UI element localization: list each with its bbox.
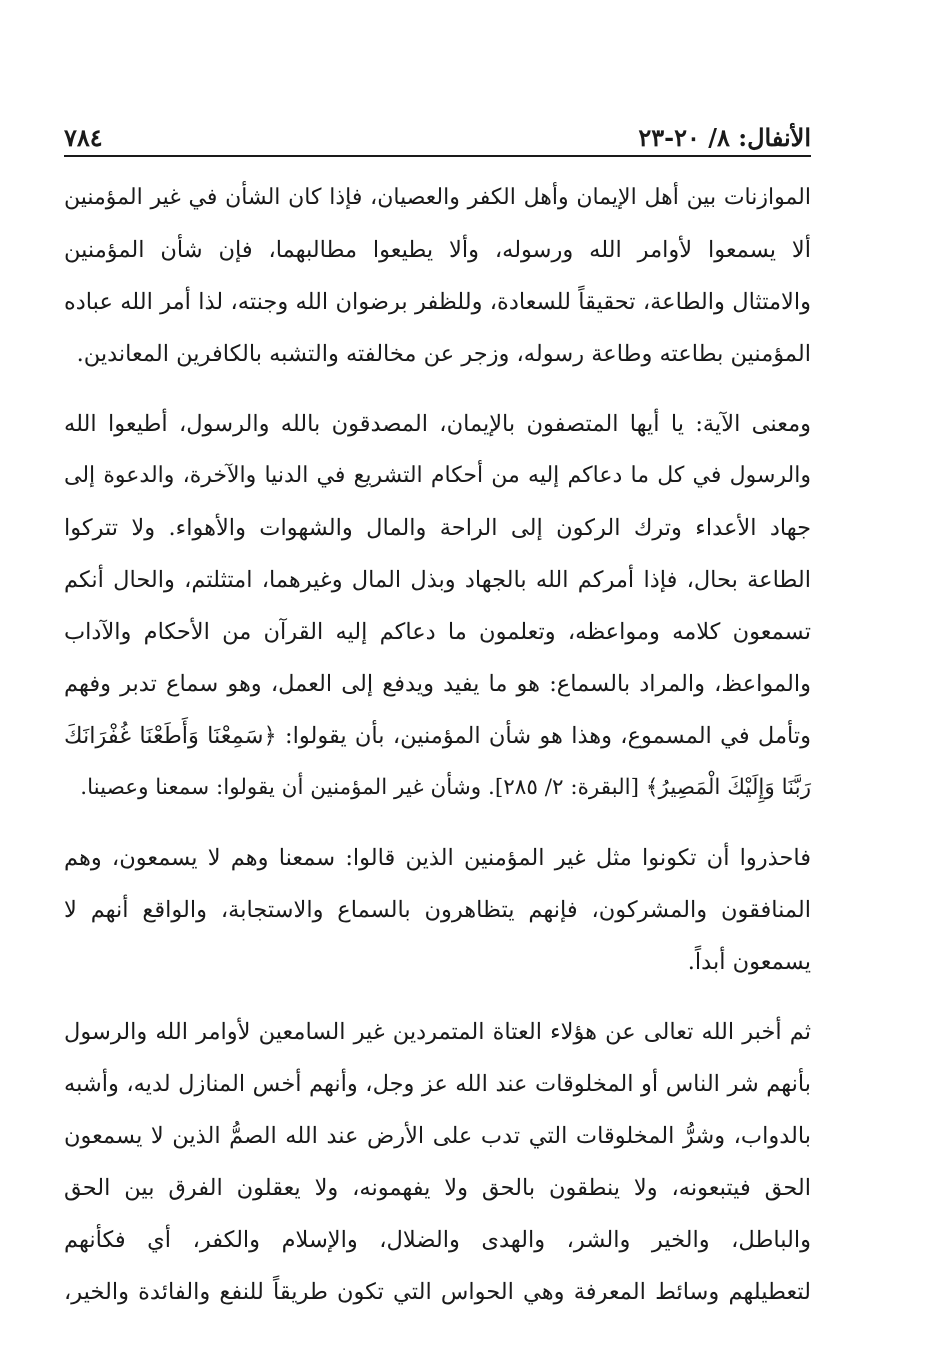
text-line: لتعطيلهم وسائط المعرفة وهي الحواس التي تكون طريقاً للنفع والفائدة والخير،: [64, 1279, 811, 1305]
text-line: الموازنات بين أهل الإيمان وأهل الكفر والعصيان، فإذا كان الشأن في غير المؤمنين: [64, 185, 811, 210]
header-rule: [64, 155, 811, 157]
body-text: [64, 172, 811, 1318]
text-line: ثم أخبر الله تعالى عن هؤلاء العتاة المتمردين غير السامعين لأوامر الله والرسول: [64, 1019, 811, 1045]
paragraph-2: [64, 398, 811, 814]
text-line: رَبَّنَا وَإِلَيْكَ الْمَصِيرُ﴾ [البقرة: ٢/ ٢٨٥]. وشأن غير المؤمنين أن يقولوا: سمعنا وعصينا.: [80, 775, 811, 800]
text-line: والامتثال والطاعة، تحقيقاً للسعادة، وللظفر برضوان الله وجنته، لذا أمر الله عباده: [64, 289, 811, 315]
page-number: ٧٨٤: [64, 123, 103, 152]
text-line: جهاد الأعداء وترك الركون إلى الراحة والمال والشهوات والأهواء. ولا تتركوا: [64, 515, 811, 541]
text-line: تسمعون كلامه ومواعظه، وتعلمون ما دعاكم إليه القرآن من الأحكام والآداب: [64, 619, 811, 645]
text-line: وتأمل في المسموع، وهذا هو شأن المؤمنين، بأن يقولوا: ﴿سَمِعْنَا وَأَطَعْنَا غُفْرَانَكَ: [64, 723, 811, 749]
paragraph-1: [64, 172, 811, 380]
text-line: ألا يسمعوا لأوامر الله ورسوله، وألا يطيعوا مطالبهما، فإن شأن المؤمنين: [64, 237, 811, 263]
text-line: المنافقون والمشركون، فإنهم يتظاهرون بالسماع والاستجابة، والواقع أنهم لا: [64, 897, 811, 923]
text-line: والمواعظ، والمراد بالسماع: هو ما يفيد ويدفع إلى العمل، وهو سماع تدبر وفهم: [64, 671, 811, 697]
text-line: والباطل، والخير والشر، والهدى والضلال، والإسلام والكفر، أي فكأنهم: [64, 1227, 811, 1253]
paragraph-gap: [64, 380, 811, 398]
text-line: ومعنى الآية: يا أيها المتصفون بالإيمان، المصدقون بالله والرسول، أطيعوا الله: [64, 411, 811, 437]
paragraph-4: [64, 1006, 811, 1318]
text-line: بالدواب، وشرُّ المخلوقات التي تدب على الأرض عند الله الصمُّ الذين لا يسمعون: [64, 1123, 811, 1149]
text-line: يسمعون أبداً.: [687, 949, 811, 975]
running-head: الأنفال: ٨/ ٢٠-٢٣: [638, 123, 811, 152]
paragraph-gap: [64, 988, 811, 1006]
text-line: المؤمنين بطاعته وطاعة رسوله، وزجر عن مخالفته والتشبه بالكافرين المعاندين.: [76, 341, 811, 367]
text-line: الحق فيتبعونه، ولا ينطقون بالحق ولا يفهمونه، ولا يعقلون الفرق بين الحق: [64, 1175, 811, 1201]
paragraph-3: [64, 832, 811, 988]
text-line: فاحذروا أن تكونوا مثل غير المؤمنين الذين قالوا: سمعنا وهم لا يسمعون، وهم: [64, 845, 811, 871]
text-line: الطاعة بحال، فإذا أمركم الله بالجهاد وبذل المال وغيرهما، امتثلتم، والحال أنكم: [64, 567, 811, 593]
page-header: [64, 112, 811, 152]
text-line: بأنهم شر الناس أو المخلوقات عند الله عز وجل، وأنهم أخس المنازل لديه، وأشبه: [64, 1071, 811, 1097]
paragraph-gap: [64, 814, 811, 832]
text-line: والرسول في كل ما دعاكم إليه من أحكام التشريع في الدنيا والآخرة، والدعوة إلى: [64, 463, 811, 488]
